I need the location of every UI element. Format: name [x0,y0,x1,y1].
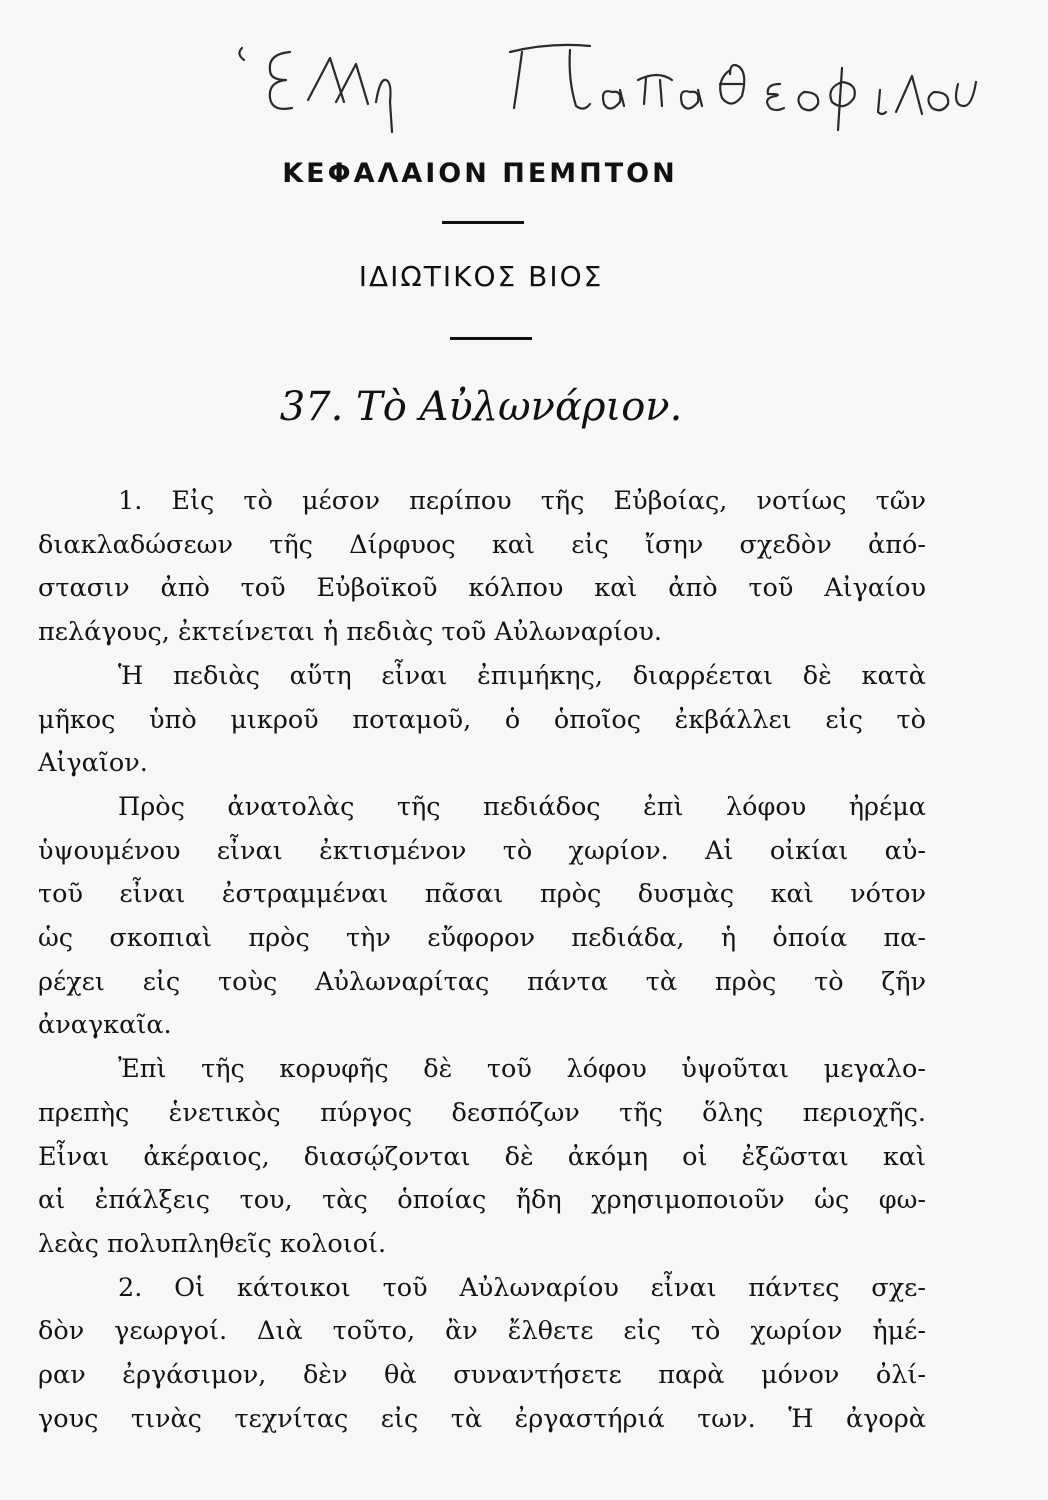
text-line: Εἶναι ἀκέραιος, διασῴζονται δὲ ἀκόμη οἱ ἐξῶσται καὶ [38,1141,926,1172]
lesson-heading: 37. Τὸ Αὐλωνάριον. [279,384,683,430]
text-line: ἀναγκαῖα. [38,1010,172,1041]
text-line: δὸν γεωργοί. Διὰ τοῦτο, ἂν ἔλθετε εἰς τὸ χωρίον ἡμέ- [38,1316,926,1347]
text-line: ὡς σκοπιαὶ πρὸς τὴν εὔφορον πεδιάδα, ἡ ὁποία πα- [38,923,926,954]
text-line: ρέχει εἰς τοὺς Αὐλωναρίτας πάντα τὰ πρὸς τὸ ζῆν [38,966,926,997]
body-text [38,480,926,1441]
text-line: πρεπὴς ἑνετικὸς πύργος δεσπόζων τῆς ὅλης περιοχῆς. [38,1097,926,1128]
divider-rule [450,337,532,340]
text-line: τοῦ εἶναι ἐστραμμέναι πᾶσαι πρὸς δυσμὰς καὶ νότον [38,879,926,910]
text-line: ὑψουμένου εἶναι ἐκτισμένον τὸ χωρίον. Αἱ οἰκίαι αὐ- [38,835,926,866]
divider-rule [442,221,524,224]
chapter-title: ΚΕΦΑΛΑΙΟΝ ΠΕΜΠΤΟΝ [282,158,678,189]
text-line: 1. Εἰς τὸ μέσον περίπου τῆς Εὐβοίας, νοτίως τῶν [118,486,926,516]
text-line: γους τινὰς τεχνίτας εἰς τὰ ἐργαστήριά των. Ἡ ἀγορὰ [38,1403,926,1434]
text-line: μῆκος ὑπὸ μικροῦ ποταμοῦ, ὁ ὁποῖος ἐκβάλλει εἰς τὸ [38,704,926,735]
handwritten-signature [220,30,980,140]
text-line: Ἡ πεδιὰς αὕτη εἶναι ἐπιμήκης, διαρρέεται δὲ κατὰ [118,660,926,691]
text-line: 2. Οἱ κάτοικοι τοῦ Αὐλωναρίου εἶναι πάντες σχε- [118,1272,926,1303]
text-line: λεὰς πολυπληθεῖς κολοιοί. [38,1228,387,1259]
text-line: Πρὸς ἀνατολὰς τῆς πεδιάδος ἐπὶ λόφου ἠρέμα [118,791,926,822]
text-line: στασιν ἀπὸ τοῦ Εὐβοϊκοῦ κόλπου καὶ ἀπὸ τοῦ Αἰγαίου [38,573,926,604]
text-line: Αἰγαῖον. [38,748,148,779]
text-line: Ἐπὶ τῆς κορυφῆς δὲ τοῦ λόφου ὑψοῦται μεγαλο- [118,1054,926,1085]
text-line: ραν ἐργάσιμον, δὲν θὰ συναντήσετε παρὰ μόνον ὀλί- [38,1360,926,1391]
text-line: πελάγους, ἐκτείνεται ἡ πεδιὰς τοῦ Αὐλωναρίου. [38,617,662,648]
text-line: διακλαδώσεων τῆς Δίρφυος καὶ εἰς ἴσην σχεδὸν ἀπό- [38,529,926,560]
section-title: ΙΔΙΩΤΙΚΟΣ ΒΙΟΣ [358,260,604,293]
text-line: αἱ ἐπάλξεις του, τὰς ὁποίας ἤδη χρησιμοποιοῦν ὡς φω- [38,1185,926,1216]
